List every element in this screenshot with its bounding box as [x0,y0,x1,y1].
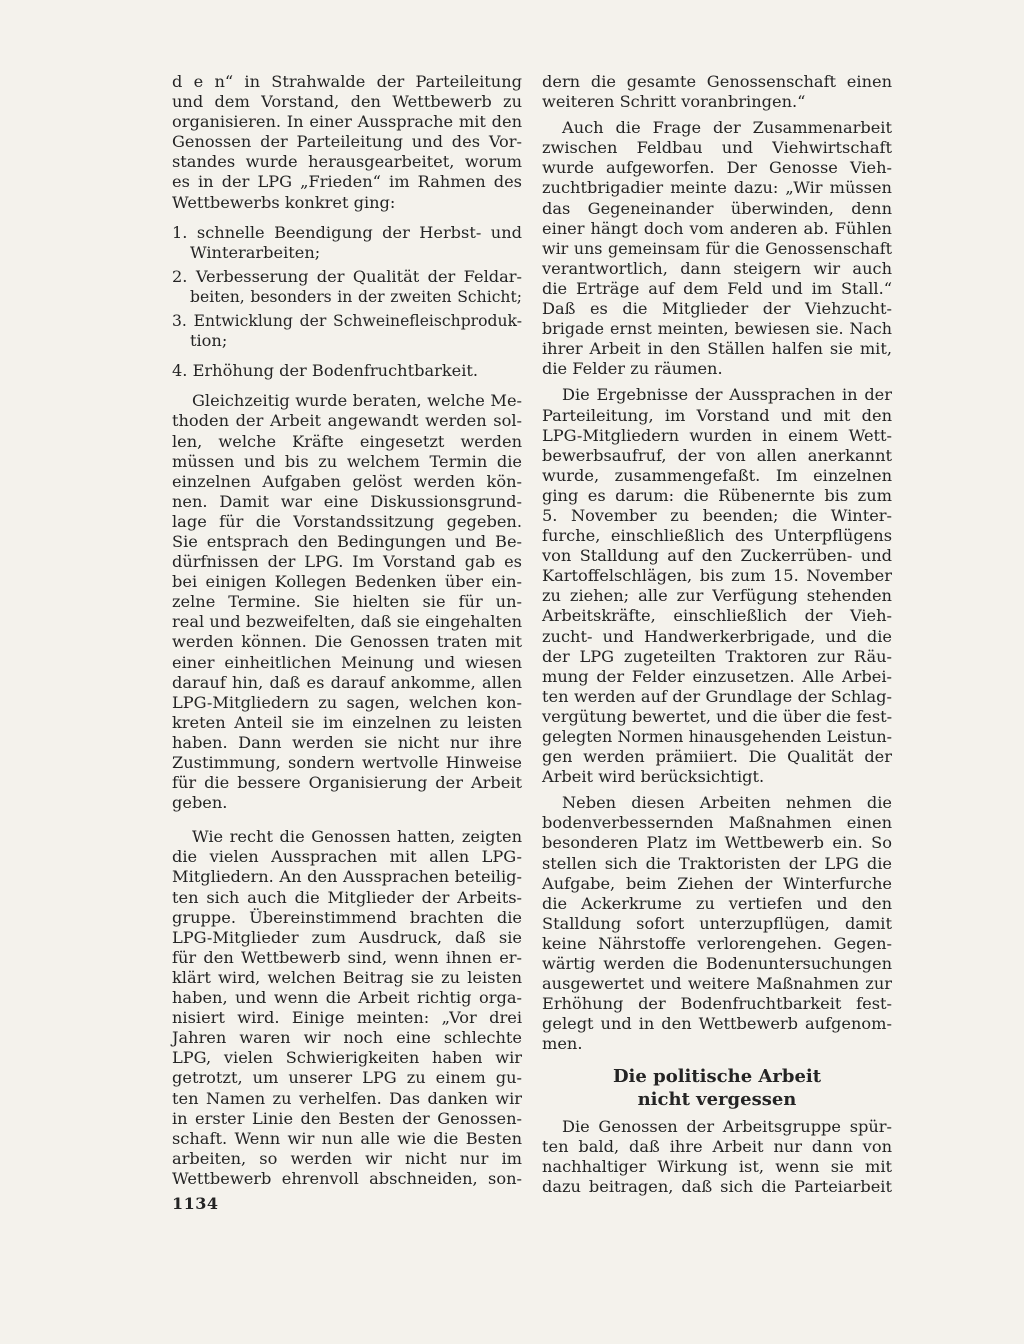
text-line: für den Wettbewerb sind, wenn ihnen er- [172,947,522,967]
text-line: weiteren Schritt voranbringen.“ [542,92,806,112]
text-line: organisieren. In einer Aussprache mit den [172,112,522,132]
text-line: 3. Entwicklung der Schweinefleischproduk- [172,312,522,331]
text-line: die vielen Aussprachen mit allen LPG- [172,847,522,867]
text-line: die Ackerkrume zu vertiefen und den [542,893,892,913]
text-line: schaft. Wenn wir nun alle wie die Besten [172,1128,522,1148]
text-line: gruppe. Übereinstimmend brachten die [172,907,522,927]
text-line: thoden der Arbeit angewandt werden sol- [172,411,522,431]
text-line: das Gegeneinander überwinden, denn [542,198,892,218]
text-line: gelegten Normen hinausgehenden Leistun- [542,727,892,746]
text-line: für die bessere Organisierung der Arbeit [172,773,522,793]
left-column [172,72,522,1189]
text-line: zuchtbrigadier meinte dazu: „Wir müssen [542,178,892,198]
paragraph [172,827,522,1189]
text-line: wurde, zusammengefaßt. Im einzelnen [542,465,892,485]
text-line: lage für die Vorstandssitzung gegeben. [172,511,522,531]
text-line: LPG, vielen Schwierigkeiten haben wir [172,1048,522,1068]
numbered-list [172,223,522,382]
text-line: der LPG zugeteilten Traktoren zur Räu- [542,646,892,666]
text-line: zu ziehen; alle zur Verfügung stehenden [542,586,892,606]
text-line: men. [542,1034,583,1054]
text-line: zwischen Feldbau und Viehwirtschaft [542,138,892,158]
text-line: dürfnissen der LPG. Im Vorstand gab es [172,552,522,572]
text-line: nisiert wird. Einige meinten: „Vor drei [172,1008,522,1028]
text-line: Sie entsprach den Bedingungen und Be- [172,531,522,551]
text-line: ausgewertet und weitere Maßnahmen zur [542,974,892,994]
text-line: verantwortlich, dann steigern wir auch [542,258,892,278]
text-line: ten sich auch die Mitglieder der Arbeits- [172,887,522,907]
list-item [172,223,522,263]
text-line: zelne Termine. Sie hielten sie für un- [172,592,522,612]
text-line: Mitgliedern. An den Aussprachen beteilig- [172,867,522,887]
text-line: ten bald, daß ihre Arbeit nur dann von [542,1136,892,1156]
text-line: wurde aufgeworfen. Der Genosse Vieh- [542,158,892,178]
text-line: wärtig werden die Bodenuntersuchungen [542,954,892,974]
text-line: Zustimmung, sondern wertvolle Hinweise [172,753,522,772]
list-item [172,267,522,307]
text-line: Kartoffelschlägen, bis zum 15. November [542,566,892,586]
text-line: Arbeit wird berücksichtigt. [542,767,765,787]
text-line: gelegt und in den Wettbewerb aufgenom- [542,1014,892,1034]
text-line: bodenverbessernden Maßnahmen einen [542,813,892,833]
paragraph [172,72,522,213]
text-line: getrotzt, um unserer LPG zu einem gu- [172,1068,522,1088]
text-line: furche, einschließlich des Unterpflügens [542,526,892,546]
text-line: haben, und wenn die Arbeit richtig orga- [172,988,522,1008]
text-line: zucht- und Handwerkerbrigade, und die [542,626,892,646]
text-line: d e n“ in Strahwalde der Parteileitung [172,72,522,91]
paragraph [542,118,892,379]
text-line: beiten, besonders in der zweiten Schicht; [190,287,522,306]
text-line: von Stalldung auf den Zuckerrüben- und [542,546,892,566]
text-line: nen. Damit war eine Diskussionsgrund- [172,491,522,511]
text-line: stellen sich die Traktoristen der LPG die [542,853,892,873]
text-line: dazu beitragen, daß sich die Parteiarbeit [542,1176,892,1196]
text-line: Die Genossen der Arbeitsgruppe spür- [562,1116,892,1136]
text-line: Daß es die Mitglieder der Viehzucht- [542,299,892,319]
text-line: Wettbewerbs konkret ging: [172,192,396,212]
text-line: LPG-Mitgliedern wurden in einem Wett- [542,425,892,445]
text-line: die Felder zu räumen. [542,359,723,379]
text-line: wir uns gemeinsam für die Genossenschaft [542,238,892,258]
text-line: Aufgabe, beim Ziehen der Winterfurche [542,873,892,893]
right-column [542,72,892,1197]
text-line: klärt wird, welchen Beitrag sie zu leisten [172,967,522,987]
paragraph [542,1117,892,1197]
page-number: 1134 [172,1194,219,1213]
text-line: len, welche Kräfte eingesetzt werden [172,431,522,451]
text-line: brigade ernst meinten, bewiesen sie. Nach [542,319,892,339]
text-line: Auch die Frage der Zusammenarbeit [562,118,892,138]
text-line: tion; [190,331,228,351]
text-line: vergütung bewertet, und die über die fest- [542,706,893,726]
text-line: real und bezweifelten, daß sie eingehalten [172,612,522,632]
text-line: standes wurde herausgearbeitet, worum [172,152,522,172]
text-line: Stalldung sofort unterzupflügen, damit [542,913,892,933]
text-line: Parteileitung, im Vorstand und mit den [542,405,892,425]
text-line: 5. November zu beenden; die Winter- [542,505,892,525]
text-line: ihrer Arbeit in den Ställen halfen sie mit, [542,339,892,359]
section-heading [542,1065,892,1111]
heading-line: Die politische Arbeit [612,1065,822,1087]
text-line: geben. [172,793,228,813]
text-line: dern die gesamte Genossenschaft einen [542,72,892,91]
text-line: besonderen Platz im Wettbewerb ein. So [542,833,892,853]
text-line: mung der Felder einzusetzen. Alle Arbei- [542,666,892,686]
paragraph [172,391,522,813]
text-line: und dem Vorstand, den Wettbewerb zu [172,92,522,112]
text-line: kreten Anteil sie im einzelnen zu leisten [172,712,522,732]
text-line: 1. schnelle Beendigung der Herbst- und [172,222,522,242]
text-line: bewerbsaufruf, der von allen anerkannt [542,445,892,465]
text-line: gen werden prämiiert. Die Qualität der [542,747,892,767]
text-line: einzelnen Aufgaben gelöst werden kön- [172,471,522,491]
text-line: 2. Verbesserung der Qualität der Feldar- [172,266,522,286]
text-line: keine Nährstoffe verlorengehen. Gegen- [542,933,892,953]
text-line: die Erträge auf dem Feld und im Stall.“ [542,278,892,298]
paragraph [542,385,892,787]
text-line: haben. Dann werden sie nicht nur ihre [172,732,522,752]
text-line: ten werden auf der Grundlage der Schlag- [542,686,892,706]
text-line: werden können. Die Genossen traten mit [172,632,522,652]
text-line: Winterarbeiten; [190,242,321,262]
heading-line: nicht vergessen [637,1088,797,1110]
text-line: es in der LPG „Frieden“ im Rahmen des [172,172,522,192]
text-line: Jahren waren wir noch eine schlechte [172,1028,522,1048]
paragraph [542,793,892,1054]
text-line: arbeiten, so werden wir nicht nur im [172,1148,522,1168]
text-line: einer einheitlichen Meinung und wiesen [172,652,522,672]
text-line: LPG-Mitglieder zum Ausdruck, daß sie [172,927,522,947]
text-line: 4. Erhöhung der Bodenfruchtbarkeit. [172,361,479,381]
text-line: Die Ergebnisse der Aussprachen in der [562,385,892,405]
text-line: Gleichzeitig wurde beraten, welche Me- [192,391,522,411]
list-item [172,361,522,381]
text-line: LPG-Mitgliedern zu sagen, welchen kon- [172,692,522,712]
text-line: einer hängt doch vom anderen ab. Fühlen [542,218,892,238]
text-line: Genossen der Parteileitung und des Vor- [172,132,522,152]
text-line: ging es darum: die Rübenernte bis zum [542,485,892,505]
text-line: Erhöhung der Bodenfruchtbarkeit fest- [542,994,892,1014]
text-line: darauf hin, daß es darauf ankomme, allen [172,672,522,692]
text-line: bei einigen Kollegen Bedenken über ein- [172,572,522,592]
text-line: ten Namen zu verhelfen. Das danken wir [172,1088,522,1108]
text-line: nachhaltiger Wirkung ist, wenn sie mit [542,1156,892,1176]
text-line: müssen und bis zu welchem Termin die [172,451,522,471]
text-line: Wettbewerb ehrenvoll abschneiden, son- [172,1168,522,1188]
text-line: in erster Linie den Besten der Genossen- [172,1108,522,1128]
text-line: Wie recht die Genossen hatten, zeigten [192,827,522,847]
list-item [172,311,522,351]
text-line: Neben diesen Arbeiten nehmen die [562,793,892,813]
paragraph [542,72,892,112]
text-line: Arbeitskräfte, einschließlich der Vieh- [542,606,892,626]
